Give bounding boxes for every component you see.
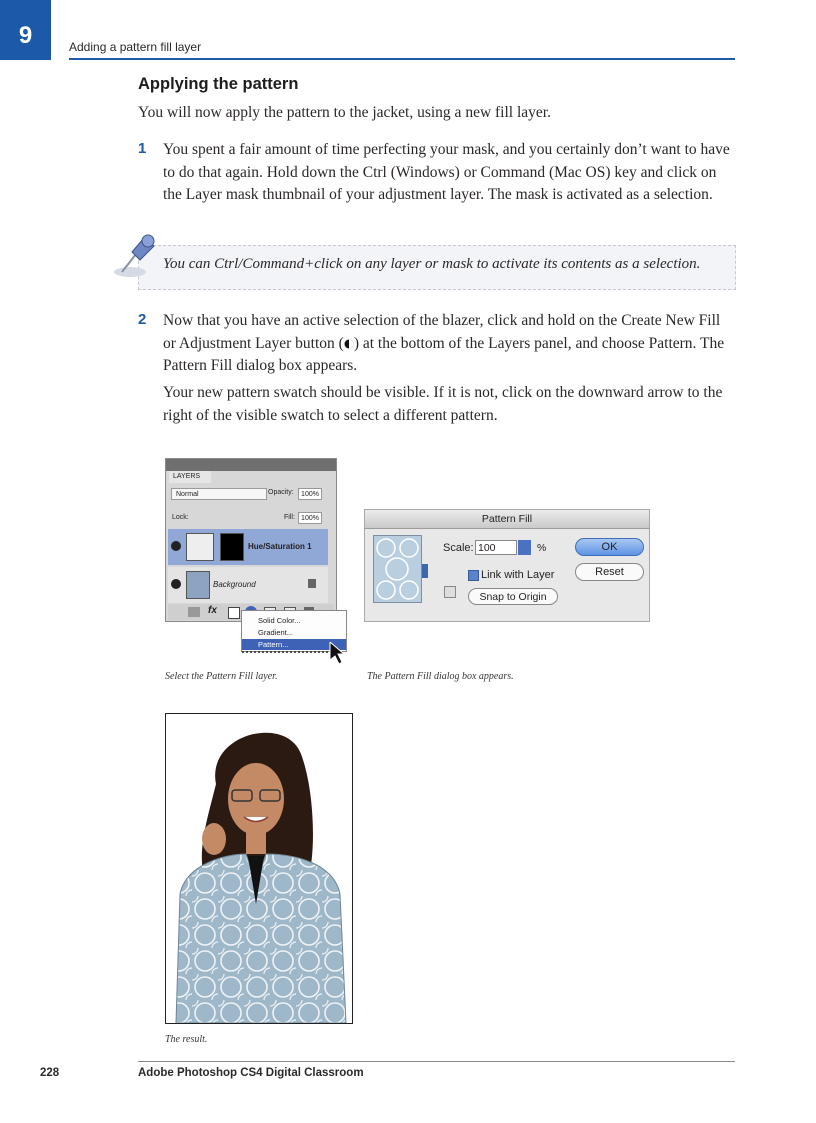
scale-input[interactable]: 100 (475, 540, 517, 555)
caption-layers: Select the Pattern Fill layer. (165, 671, 278, 682)
layers-titlebar (166, 459, 336, 471)
reset-button[interactable]: Reset (575, 563, 644, 581)
fill-field[interactable]: 100% (298, 512, 322, 524)
result-illustration (166, 714, 352, 1023)
adjustment-thumbnail (186, 533, 214, 561)
pattern-fill-dialog (364, 509, 650, 622)
scale-label: Scale: (443, 542, 474, 554)
footer-rule (138, 1061, 735, 1062)
blend-mode-select[interactable]: Normal (171, 488, 267, 500)
snap-to-origin-button[interactable]: Snap to Origin (468, 588, 558, 605)
link-icon[interactable] (188, 607, 200, 617)
step-text-2-part2: ) at the bottom of the Layers panel, and choose Pattern. The Pattern Fill dialog box appears. (163, 334, 725, 374)
book-title: Adobe Photoshop CS4 Digital Classroom (138, 1067, 364, 1079)
fx-icon[interactable]: fx (208, 605, 217, 616)
intro-paragraph: You will now apply the pattern to the jacket, using a new fill layer. (138, 104, 551, 121)
caption-dialog: The Pattern Fill dialog box appears. (367, 671, 514, 682)
opacity-label: Opacity: (268, 489, 294, 496)
add-mask-icon[interactable] (228, 607, 240, 619)
result-photo (165, 713, 353, 1024)
step-number-1: 1 (138, 140, 147, 157)
scale-stepper[interactable] (518, 540, 531, 555)
cursor-arrow-icon (240, 642, 350, 666)
pushpin-icon (110, 232, 166, 280)
chapter-number: 9 (18, 22, 33, 49)
pattern-swatch-preview (374, 536, 421, 602)
link-with-layer-checkbox[interactable] (468, 570, 479, 581)
page-number: 228 (40, 1067, 60, 1079)
layer-name: Background (213, 580, 256, 589)
scale-unit: % (537, 542, 547, 554)
layers-tab[interactable]: LAYERS (169, 471, 211, 483)
opacity-field[interactable]: 100% (298, 488, 322, 500)
lock-label: Lock: (172, 514, 189, 521)
menu-item-gradient[interactable]: Gradient... (258, 628, 294, 637)
tip-text: You can Ctrl/Command+click on any layer or mask to activate its contents as a selection. (163, 256, 701, 272)
section-title: Applying the pattern (138, 75, 299, 93)
step-text-2 (163, 310, 735, 378)
layers-panel (165, 458, 337, 622)
lock-icon (308, 579, 316, 588)
dialog-title: Pattern Fill (481, 513, 533, 525)
layer-mask-thumbnail[interactable] (220, 533, 244, 561)
menu-item-solid-color[interactable]: Solid Color... (258, 616, 301, 625)
running-head: Adding a pattern fill layer (69, 40, 202, 54)
eye-icon[interactable] (171, 579, 181, 589)
layer-row-hue-saturation[interactable] (168, 529, 328, 565)
step-text-2-part1: Now that you have an active selection of the blazer, click and hold on the Create New Fill or Adjustment Layer button ( (163, 312, 721, 352)
ok-button[interactable]: OK (575, 538, 644, 556)
step-number-2: 2 (138, 311, 147, 328)
new-preset-icon[interactable] (444, 586, 456, 598)
layer-row-background[interactable] (168, 567, 328, 603)
background-thumbnail (186, 571, 210, 599)
caption-result: The result. (165, 1034, 208, 1045)
adjustment-layer-icon (344, 339, 354, 349)
layer-name: Hue/Saturation 1 (248, 542, 312, 551)
step-text-1: You spent a fair amount of time perfecting your mask, and you certainly don’t want to have to do that again. Hold down the Ctrl (Windows) or Command (Mac OS) key and click on the Layer mask thumbnail of your adjustment layer. The mask is activated as a selection. (163, 141, 730, 203)
swatch-dropdown-arrow[interactable] (422, 564, 428, 578)
step-2-paragraph-2: Your new pattern swatch should be visible. If it is not, click on the downward arrow to the right of the visible swatch to select a different pattern. (163, 384, 723, 424)
link-with-layer-label: Link with Layer (481, 569, 555, 581)
eye-icon[interactable] (171, 541, 181, 551)
pattern-swatch[interactable] (373, 535, 422, 603)
menu-item-pattern[interactable]: Pattern... (242, 639, 346, 650)
header-rule (69, 58, 735, 60)
fill-label: Fill: (284, 514, 295, 521)
